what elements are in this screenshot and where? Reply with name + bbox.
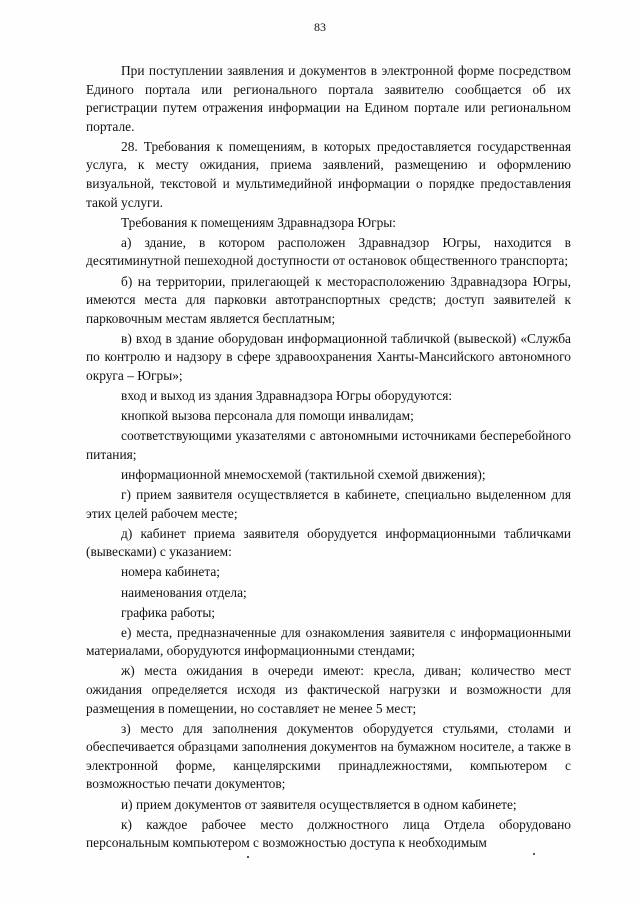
page-number: 83 <box>314 20 326 34</box>
paragraph: 28. Требования к помещениям, в которых предоставляется государственная услуга, к месту ожидания, приема заявлений, размещению и оформлению визуальной, текстовой и мультимедийной информации о порядке предоставления такой услуги. <box>86 138 571 210</box>
paragraph: номера кабинета; <box>121 564 221 580</box>
paragraph: а) здание, в котором расположен Здравнадзор Югры, находится в десятиминутной пешеходной доступности от остановок общественного транспорта; <box>86 234 571 269</box>
paragraph: е) места, предназначенные для ознакомления заявителя с информационными материалами, оборудуются информационными стендами; <box>86 624 571 659</box>
paragraph: и) прием документов от заявителя осуществляется в одном кабинете; <box>121 796 517 812</box>
paragraph: наименования отдела; <box>121 584 247 600</box>
paragraph: д) кабинет приема заявителя оборудуется информационными табличками (вывесками) с указанием: <box>86 525 571 560</box>
document-body <box>86 62 571 854</box>
paragraph: з) место для заполнения документов оборудуется стульями, столами и обеспечивается образцами заполнения документов на бумажном носителе, а также в электронной форме, канцелярскими принадлежностями, компьютером с возможностью печати документов; <box>86 720 571 792</box>
paragraph: графика работы; <box>121 604 216 620</box>
scan-speck <box>247 856 249 858</box>
paragraph: информационной мнемосхемой (тактильной схемой движения); <box>121 466 486 482</box>
scan-speck <box>533 853 535 855</box>
paragraph: г) прием заявителя осуществляется в кабинете, специально выделенном для этих целей рабочем месте; <box>86 487 571 521</box>
paragraph: кнопкой вызова персонала для помощи инвалидам; <box>121 408 414 424</box>
paragraph: При поступлении заявления и документов в электронной форме посредством Единого портала или регионального портала заявителю сообщается об их регистрации путем отражения информации на Едином портале или региональном портале. <box>86 63 571 134</box>
paragraph: соответствующими указателями с автономными источниками бесперебойного питания; <box>86 428 571 462</box>
paragraph: к) каждое рабочее место должностного лица Отдела оборудовано персональным компьютером с возможностью доступа к необходимым <box>86 816 571 851</box>
paragraph: ж) места ожидания в очереди имеют: кресла, диван; количество мест ожидания определяется исходя из фактической нагрузки и возможности для размещения в помещении, но составляет не менее 5 мест; <box>86 663 571 716</box>
paragraph: Требования к помещениям Здравнадзора Югры: <box>121 214 396 230</box>
paragraph: в) вход в здание оборудован информационной табличкой (вывеской) «Служба по контролю и надзору в сфере здравоохранения Ханты-Мансийского автономного округа – Югры»; <box>86 330 571 383</box>
paragraph: вход и выход из здания Здравнадзора Югры оборудуются: <box>121 388 453 404</box>
paragraph: б) на территории, прилегающей к месторасположению Здравнадзора Югры, имеются места для парковки автотранспортных средств; доступ заявителей к парковочным местам является бесплатным; <box>86 273 571 326</box>
